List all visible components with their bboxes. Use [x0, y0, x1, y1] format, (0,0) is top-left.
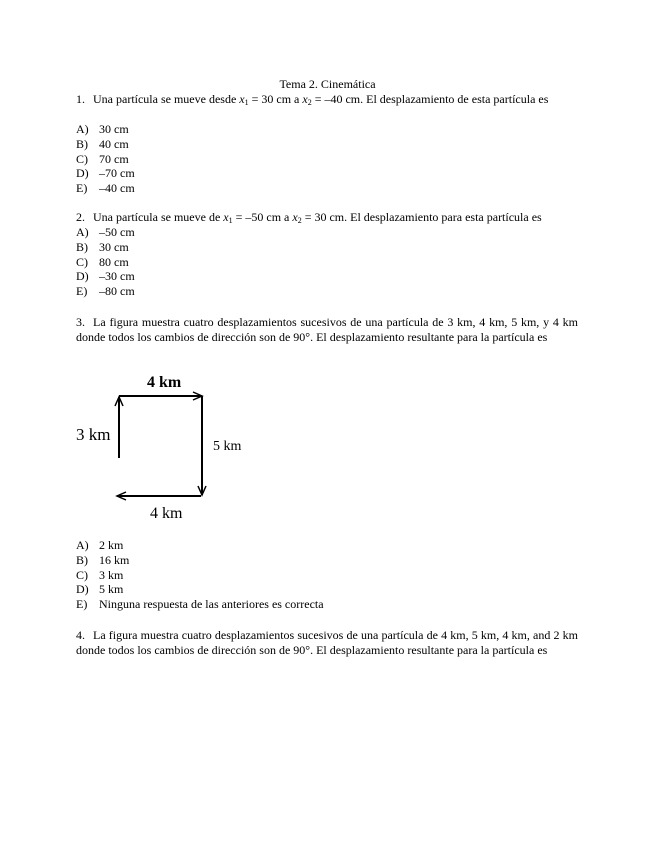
- figure-label-left: 3 km: [76, 425, 111, 444]
- question-1-options: [76, 122, 135, 196]
- option-item: C) 70 cm: [76, 151, 129, 166]
- option-item: D) –70 cm: [76, 166, 135, 181]
- question-1-text: 1. Una partícula se mueve desde $x_1 = 30$ cm a $x_2 = -40$ cm. El desplazamiento de esta partícula es: [76, 92, 549, 107]
- question-3-options: [76, 538, 324, 612]
- figure-label-top: 4 km: [147, 374, 182, 391]
- option-item: B) 40 cm: [76, 136, 129, 151]
- option-item: C) 80 cm: [76, 254, 129, 269]
- page-title: Tema 2. Cinemática: [279, 77, 376, 91]
- option-item: D) 5 km: [76, 582, 124, 597]
- figure-label-bottom: 4 km: [150, 505, 183, 522]
- option-item: B) 16 km: [76, 552, 130, 567]
- question-4-text: 4. La figura muestra cuatro desplazamientos sucesivos de una partícula de 4 km, 5 km, 4 km, and 2 km donde todos los cambios de dirección son de 90°. El desplazamiento resultante para la partícula es: [76, 628, 578, 657]
- option-item: A) 30 cm: [76, 122, 129, 136]
- option-item: E) –80 cm: [76, 284, 135, 299]
- option-item: B) 30 cm: [76, 239, 129, 254]
- question-1-number: 1.: [76, 92, 85, 106]
- question-2-number: 2.: [76, 210, 85, 224]
- question-4-number: 4.: [76, 628, 85, 642]
- question-3-number: 3.: [76, 315, 85, 329]
- option-item: E) Ninguna respuesta de las anteriores es correcta: [76, 597, 324, 612]
- question-3-text: 3. La figura muestra cuatro desplazamientos sucesivos de una partícula de 3 km, 4 km, 5 km, y 4 km donde todos los cambios de dirección son de 90°. El desplazamiento resultante para la partícula es: [76, 315, 578, 344]
- displacement-figure: [70, 370, 270, 525]
- option-item: A) –50 cm: [76, 225, 135, 239]
- option-item: A) 2 km: [76, 538, 124, 552]
- option-item: E) –40 cm: [76, 181, 135, 196]
- option-item: C) 3 km: [76, 567, 124, 582]
- figure-label-right: 5 km: [213, 439, 242, 454]
- question-2-text: 2. Una partícula se mueve de $x_1 = -50$ cm a $x_2 = 30$ cm. El desplazamiento para esta partícula es: [76, 210, 542, 225]
- option-item: D) –30 cm: [76, 269, 135, 284]
- question-2-options: [76, 225, 135, 299]
